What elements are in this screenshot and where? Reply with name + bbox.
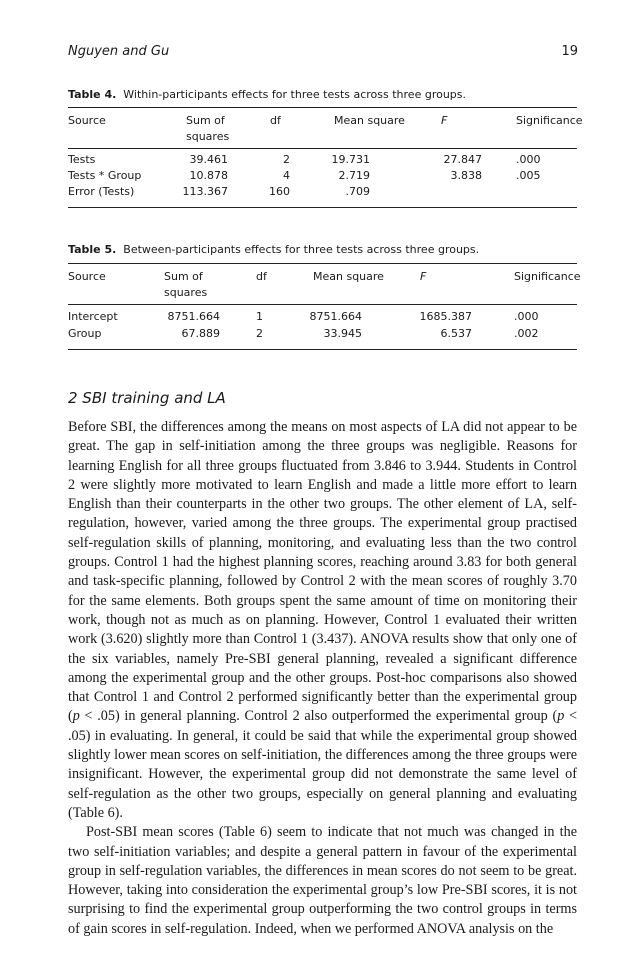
running-head-authors: Nguyen and Gu [68, 44, 170, 59]
table-4-label: Table 4. [68, 88, 117, 101]
table-5-header-sum-of: Sum of [164, 270, 203, 283]
table-5-cell: 33.945 [323, 327, 362, 340]
table-4-header-df: df [270, 114, 281, 127]
table-5-cell: Intercept [68, 310, 118, 323]
table-5-header-rule [68, 304, 577, 305]
table-4-cell: 39.461 [189, 153, 228, 166]
table-5-cell: 2 [256, 327, 263, 340]
running-head [68, 44, 578, 64]
paragraph-1-part-c: < .05) in evaluating. In general, it could be said that while the experimental group showed slightly lower mean scores on self-initiation, the differences among the three groups were insignificant. However, the experimental group did not demonstrate the same level of self-regulation as the other two groups, especially on general planning and evaluating (Table 6). [68, 708, 577, 821]
table-4-header-sum-of: Sum of [186, 114, 225, 127]
table-4-cell: Tests * Group [68, 169, 142, 182]
table-5-cell: .000 [514, 310, 539, 323]
table-5-cell: 8751.664 [167, 310, 220, 323]
table-4-top-rule [68, 107, 577, 108]
table-4-cell: .005 [516, 169, 541, 182]
paragraph-1-part-a: Before SBI, the differences among the means on most aspects of LA did not appear to be great. The gap in self-initiation among the three groups was negligible. Reasons for learning English for all three groups fluctuated from 3.846 to 3.944. Students in Control 2 were slightly more motivated to learn English and made a little more effort to learn English than their counterparts in the other two groups. The other element of LA, self-regulation, however, varied among the three groups. The experimental group practised self-regulation skills of planning, monitoring, and evaluating less than the two control groups. Control 1 had the highest planning scores, reaching around 3.83 for both general and task-specific planning, followed by Control 2 with the mean scores of roughly 3.70 for the same elements. Both groups spent the same amount of time on monitoring their work, though not as much as on planning. However, Control 1 evaluated their written work (3.620) slightly more than Control 1 (3.437). ANOVA results show that only one of the six variables, namely Pre-SBI general planning, revealed a significant difference among the experimental group and the other groups. Post-hoc comparisons also showed that Control 1 and Control 2 performed significantly better than the experimental group ( [68, 419, 577, 725]
paragraph-2: Post-SBI mean scores (Table 6) seem to indicate that not much was changed in the two self-initiation variables; and despite a general pattern in favour of the experimental group in self-regulation variables, the differences in mean scores do not seem to be great. However, taking into consideration the experimental group’s low Pre-SBI scores, it is not surprising to find the experimental group outperforming the two control groups in terms of gain scores in self-regulation. Indeed, when we performed ANOVA analysis on the [68, 824, 577, 937]
table-5-bottom-rule [68, 349, 577, 350]
table-5-top-rule [68, 263, 577, 264]
paragraph-1-part-b: < .05) in general planning. Control 2 also outperformed the experimental group ( [79, 708, 558, 725]
table-4-bottom-rule [68, 207, 577, 208]
table-4-header-rule [68, 148, 577, 149]
table-4-caption [68, 88, 577, 102]
p-value-symbol: p [72, 708, 80, 725]
table-5-cell: 6.537 [440, 327, 472, 340]
table-5-cell: 8751.664 [309, 310, 362, 323]
table-4-cell: 27.847 [443, 153, 482, 166]
table-5-label: Table 5. [68, 243, 117, 256]
table-4-cell: .000 [516, 153, 541, 166]
table-5-cell: 1 [256, 310, 263, 323]
table-4-cell: 4 [283, 169, 290, 182]
table-5-header-significance: Significance [514, 270, 581, 283]
table-5-header-df: df [256, 270, 267, 283]
table-5-cell: .002 [514, 327, 539, 340]
table-5-caption [68, 243, 577, 257]
table-4-title: Within-participants effects for three tests across three groups. [123, 88, 467, 101]
table-4-cell: 3.838 [450, 169, 482, 182]
table-4-header-source: Source [68, 114, 106, 127]
table-4-cell: 10.878 [189, 169, 228, 182]
table-5 [68, 243, 581, 353]
table-4-cell: .709 [345, 185, 370, 198]
table-4-header-f: F [441, 114, 448, 127]
paragraph-1 [68, 418, 577, 823]
table-4-header-mean-square: Mean square [334, 114, 405, 127]
table-4-header-squares: squares [186, 130, 230, 143]
table-5-cell: 67.889 [181, 327, 220, 340]
table-4-cell: 2 [283, 153, 290, 166]
table-4-header-significance: Significance [516, 114, 583, 127]
table-5-header-squares: squares [164, 286, 208, 299]
table-5-title: Between-participants effects for three tests across three groups. [123, 243, 480, 256]
table-4-cell: 113.367 [182, 185, 228, 198]
body-text [68, 418, 577, 939]
table-4-cell: 2.719 [338, 169, 370, 182]
table-5-header-mean-square: Mean square [313, 270, 384, 283]
table-4 [68, 88, 583, 212]
table-4-cell: 160 [269, 185, 290, 198]
table-5-cell: Group [68, 327, 102, 340]
table-4-cell: 19.731 [331, 153, 370, 166]
table-4-cell: Error (Tests) [68, 185, 135, 198]
section-heading: 2 SBI training and LA [68, 389, 226, 407]
table-4-cell: Tests [68, 153, 96, 166]
p-value-symbol: p [557, 708, 565, 725]
page-number: 19 [561, 44, 578, 59]
table-5-header-source: Source [68, 270, 106, 283]
table-5-cell: 1685.387 [419, 310, 472, 323]
table-5-header-f: F [420, 270, 427, 283]
